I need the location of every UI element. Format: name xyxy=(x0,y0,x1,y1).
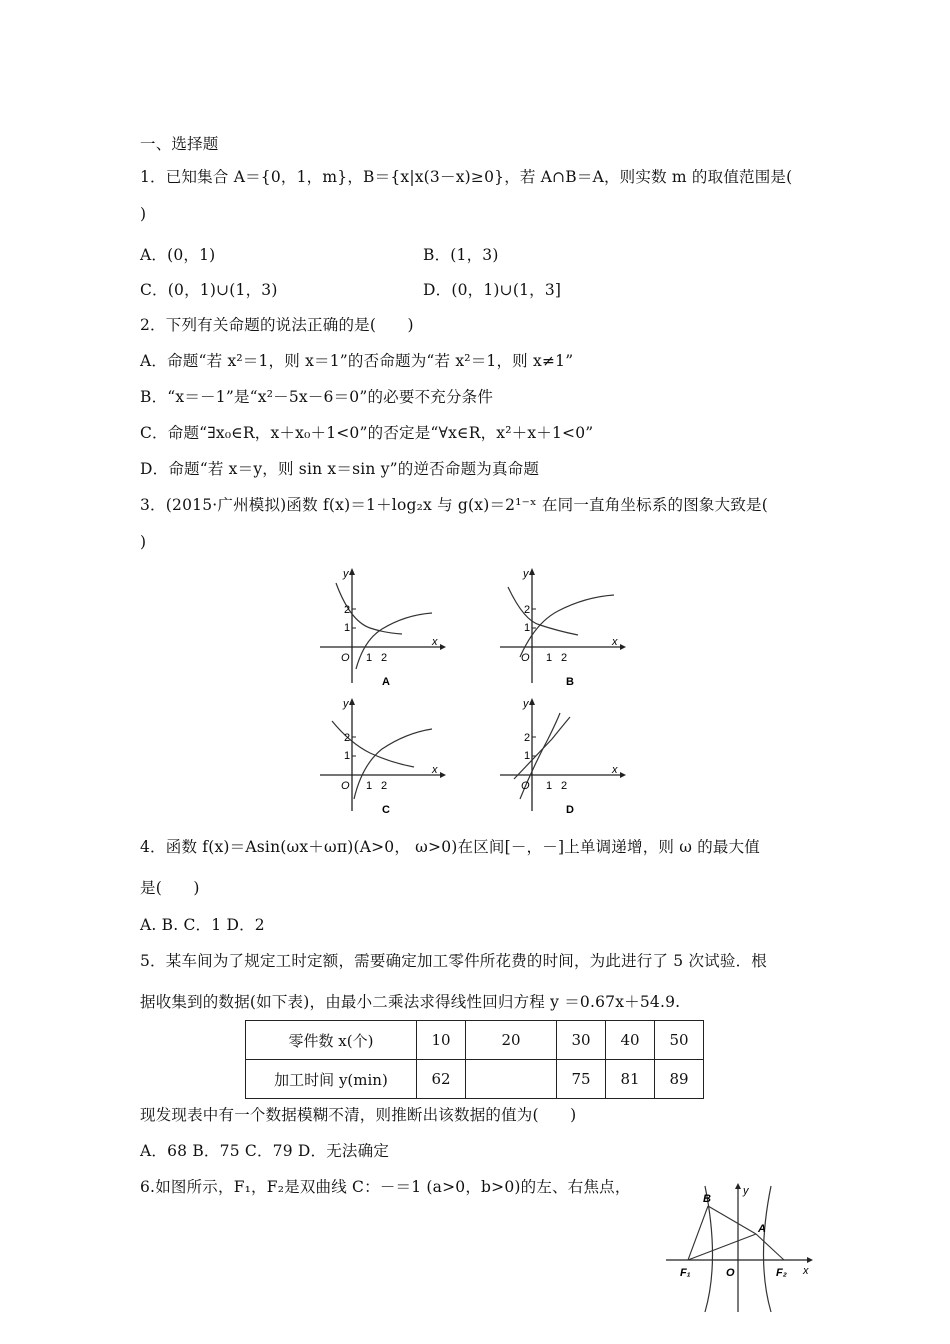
q5-after-table: 现发现表中有一个数据模糊不清，则推断出该数据的值为( ) xyxy=(140,1106,577,1124)
graph-a-tick-y2: 2 xyxy=(344,604,351,616)
q6-stem: 6.如图所示，F₁，F₂是双曲线 C：－＝1 (a>0，b>0)的左、右焦点， xyxy=(140,1178,631,1196)
graph-a-origin: O xyxy=(341,652,350,664)
q3-stem: 3．(2015·广州模拟)函数 f(x)＝1＋log₂x 与 g(x)＝2¹⁻ˣ 在同一直角坐标系的图象大致是( xyxy=(140,496,768,514)
table-cell: 10 xyxy=(417,1021,466,1060)
q2-stem: 2．下列有关命题的说法正确的是( ) xyxy=(140,316,414,334)
graph-c-y-label: y xyxy=(343,698,349,710)
q1-option-b: B．(1，3) xyxy=(423,246,499,264)
graph-a-caption: A xyxy=(382,676,390,688)
graph-a-x-label: x xyxy=(432,636,438,648)
q4-stem: 4．函数 f(x)＝Asin(ωx＋ωπ)(A>0， ω>0)在区间[－，－]上单调递增，则 ω 的最大值 xyxy=(140,838,760,856)
table-cell: 零件数 x(个) xyxy=(246,1021,417,1060)
graph-c-tick-y1: 1 xyxy=(344,750,351,762)
graph-b-caption: B xyxy=(566,676,574,688)
label-x-axis: x xyxy=(803,1265,809,1277)
graph-d-caption: D xyxy=(566,804,574,816)
graph-d-x-label: x xyxy=(612,764,618,776)
table-cell: 62 xyxy=(417,1060,466,1099)
q1-stem-cont: ) xyxy=(140,205,147,223)
q5-options: A．68 B．75 C．79 D．无法确定 xyxy=(140,1142,390,1160)
table-cell: 40 xyxy=(606,1021,655,1060)
graph-a xyxy=(310,565,450,690)
graph-d xyxy=(490,695,630,820)
graph-c-origin: O xyxy=(341,780,350,792)
table-cell xyxy=(466,1060,557,1099)
table-cell: 75 xyxy=(557,1060,606,1099)
graph-b-tick-y2: 2 xyxy=(524,604,531,616)
q4-stem-cont: 是( ) xyxy=(140,879,200,897)
graph-b-tick-x2: 2 xyxy=(561,652,568,664)
q1-option-c: C．(0，1)∪(1，3) xyxy=(140,281,278,299)
q2-option-d: D．命题“若 x＝y，则 sin x＝sin y”的逆否命题为真命题 xyxy=(140,460,540,478)
graph-c-x-label: x xyxy=(432,764,438,776)
section-heading: 一、选择题 xyxy=(140,135,219,153)
table-cell: 30 xyxy=(557,1021,606,1060)
graph-c-tick-y2: 2 xyxy=(344,732,351,744)
graph-d-tick-y1: 1 xyxy=(524,750,531,762)
graph-c-tick-x2: 2 xyxy=(381,780,388,792)
hyperbola-diagram xyxy=(660,1180,820,1315)
graph-c-caption: C xyxy=(382,804,390,816)
q2-option-b: B．“x＝－1”是“x²－5x－6＝0”的必要不充分条件 xyxy=(140,388,494,406)
label-origin: O xyxy=(726,1267,735,1279)
q5-stem: 5．某车间为了规定工时定额，需要确定加工零件所花费的时间，为此进行了 5 次试验．根 xyxy=(140,952,767,970)
graph-b xyxy=(490,565,630,690)
graph-d-origin: O xyxy=(521,780,530,792)
q3-stem-cont: ) xyxy=(140,533,147,551)
q4-options: A. B. C．1 D．2 xyxy=(140,916,265,934)
table-row xyxy=(246,1021,704,1060)
label-b: B xyxy=(703,1193,711,1205)
graph-d-tick-y2: 2 xyxy=(524,732,531,744)
table-cell: 81 xyxy=(606,1060,655,1099)
graph-b-origin: O xyxy=(521,652,530,664)
graph-d-tick-x1: 1 xyxy=(546,780,553,792)
q1-stem: 1．已知集合 A＝{0，1，m}，B＝{x|x(3－x)≥0}，若 A∩B＝A，则实数 m 的取值范围是( xyxy=(140,168,793,186)
graph-a-tick-x1: 1 xyxy=(366,652,373,664)
table-cell: 89 xyxy=(655,1060,704,1099)
graph-b-tick-x1: 1 xyxy=(546,652,553,664)
graph-a-y-label: y xyxy=(343,568,349,580)
graph-b-x-label: x xyxy=(612,636,618,648)
q5-stem-2: 据收集到的数据(如下表)，由最小二乘法求得线性回归方程 y ＝0.67x＋54.9. xyxy=(140,993,681,1011)
table-cell: 20 xyxy=(466,1021,557,1060)
table-cell: 加工时间 y(min) xyxy=(246,1060,417,1099)
q2-option-a: A．命题“若 x²＝1，则 x＝1”的否命题为“若 x²＝1，则 x≠1” xyxy=(140,352,574,370)
graph-d-tick-x2: 2 xyxy=(561,780,568,792)
graph-b-tick-y1: 1 xyxy=(524,622,531,634)
graph-a-tick-y1: 1 xyxy=(344,622,351,634)
table-cell: 50 xyxy=(655,1021,704,1060)
graph-c xyxy=(310,695,450,820)
label-a: A xyxy=(758,1223,766,1235)
graph-a-tick-x2: 2 xyxy=(381,652,388,664)
graph-b-y-label: y xyxy=(523,568,529,580)
q2-option-c: C．命题“∃x₀∈R，x＋x₀＋1<0”的否定是“∀x∈R，x²＋x＋1<0” xyxy=(140,424,594,442)
q5-data-table xyxy=(245,1020,704,1099)
label-f2: F₂ xyxy=(776,1267,787,1279)
graph-d-y-label: y xyxy=(523,698,529,710)
q1-option-d: D．(0，1)∪(1，3] xyxy=(423,281,562,299)
table-row xyxy=(246,1060,704,1099)
label-f1: F₁ xyxy=(680,1267,691,1279)
graph-c-tick-x1: 1 xyxy=(366,780,373,792)
q1-option-a: A．(0，1) xyxy=(140,246,216,264)
label-y-axis: y xyxy=(743,1185,749,1197)
